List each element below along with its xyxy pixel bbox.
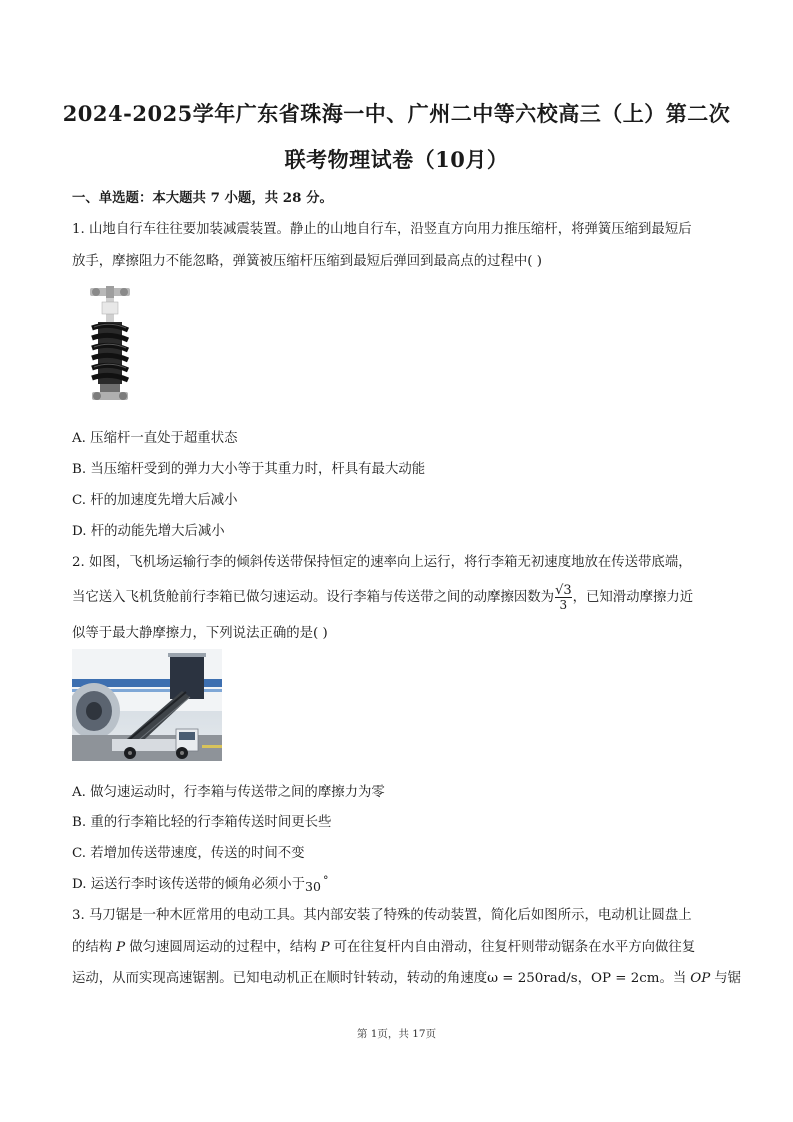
structure-p-symbol: P bbox=[116, 940, 126, 955]
q2-stem-line1: 2. 如图，飞机场运输行李的倾斜传送带保持恒定的速率向上运行，将行李箱无初速度地放在传送带底端， bbox=[72, 555, 692, 570]
fraction-numerator: √3 bbox=[555, 583, 572, 598]
q3-line3-a: 运动，从而实现高速锯割。已知电动机正在顺时针转动，转动的角速度ω = 250rad/s，OP = 2cm。当 bbox=[72, 971, 687, 986]
q2-option-d-text: D. 运送行李时该传送带的倾角必须小于 bbox=[72, 877, 306, 892]
shock-absorber-photo-icon bbox=[80, 284, 140, 409]
degree-symbol: ° bbox=[322, 874, 329, 887]
q2-option-c: C. 若增加传送带速度，传送的时间不变 bbox=[72, 846, 305, 861]
q2-stem-line2-post: ，已知滑动摩擦力近 bbox=[572, 590, 694, 605]
airport-conveyor-photo-icon bbox=[72, 649, 222, 761]
q2-stem-line2 bbox=[72, 584, 693, 611]
structure-p-symbol-2: P bbox=[320, 940, 330, 955]
q1-stem-line1: 1. 山地自行车往往要加装减震装置。静止的山地自行车，沿竖直方向用力推压缩杆，将弹簧压缩到最短后 bbox=[72, 222, 692, 237]
q2-option-a: A. 做匀速运动时，行李箱与传送带之间的摩擦力为零 bbox=[72, 785, 385, 800]
q2-stem-line2-pre: 当它送入飞机货舱前行李箱已做匀速运动。设行李箱与传送带之间的动摩擦因数为 bbox=[72, 590, 555, 605]
q3-stem-line2 bbox=[72, 936, 695, 955]
section-heading: 一、单选题：本大题共 7 小题，共 28 分。 bbox=[72, 190, 333, 206]
incline-angle-value: 30 bbox=[305, 879, 321, 894]
exam-title-line1: 2024-2025学年广东省珠海一中、广州二中等六校高三（上）第二次 bbox=[62, 101, 731, 126]
q2-option-d bbox=[72, 873, 328, 892]
q3-line2-c: 可在往复杆内自由滑动，往复杆则带动锯条在水平方向做往复 bbox=[333, 940, 696, 955]
q3-line2-a: 的结构 bbox=[72, 940, 113, 955]
q1-option-a: A. 压缩杆一直处于超重状态 bbox=[72, 431, 238, 446]
q3-stem-line3 bbox=[72, 967, 741, 986]
q1-option-b: B. 当压缩杆受到的弹力大小等于其重力时，杆具有最大动能 bbox=[72, 462, 426, 477]
q1-option-d: D. 杆的动能先增大后减小 bbox=[72, 524, 225, 539]
q3-line2-b: 做匀速圆周运动的过程中，结构 bbox=[129, 940, 317, 955]
op-symbol: OP bbox=[690, 971, 711, 986]
q1-stem-line2: 放手，摩擦阻力不能忽略，弹簧被压缩杆压缩到最短后弹回到最高点的过程中( ) bbox=[72, 254, 542, 269]
q2-stem-line3: 似等于最大静摩擦力，下列说法正确的是( ) bbox=[72, 626, 328, 641]
exam-title-line2: 联考物理试卷（10月） bbox=[284, 147, 509, 172]
friction-coefficient-fraction bbox=[555, 584, 572, 611]
q3-stem-line1: 3. 马刀锯是一种木匠常用的电动工具。其内部安装了特殊的传动装置，简化后如图所示，电动机让圆盘上 bbox=[72, 908, 692, 923]
q1-option-c: C. 杆的加速度先增大后减小 bbox=[72, 493, 238, 508]
q2-option-b: B. 重的行李箱比轻的行李箱传送时间更长些 bbox=[72, 815, 332, 830]
page-footer: 第 1页，共 17页 bbox=[356, 1028, 437, 1040]
q3-line3-b: 与锯 bbox=[714, 971, 742, 986]
fraction-denominator: 3 bbox=[555, 597, 572, 611]
